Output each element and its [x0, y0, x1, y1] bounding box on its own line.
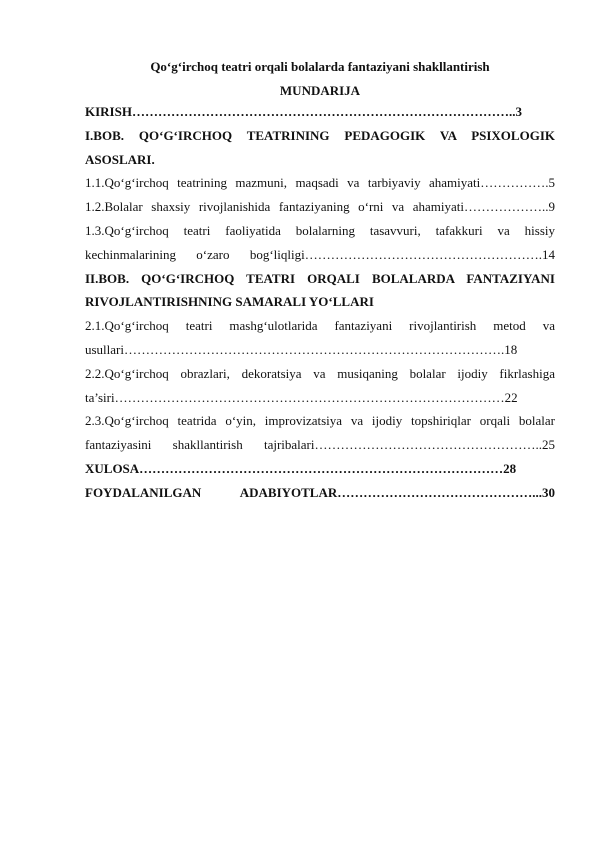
toc-line: ta’siri………………………………………………………………………………22: [85, 389, 518, 405]
toc-line: kechinmalarining o‘zaro bog‘liqligi……………………………………………….14: [85, 246, 555, 262]
table-of-contents: [85, 100, 555, 505]
toc-entry-introduction: [85, 100, 555, 124]
toc-line: 1.1.Qo‘g‘irchoq teatrining mazmuni, maqsadi va tarbiyaviy ahamiyati…………….5: [85, 175, 555, 191]
toc-line: 1.3.Qo‘g‘irchoq teatri faoliyatida bolalarning tasavvuri, tafakkuri va hissiy: [85, 222, 555, 238]
toc-entry-section-1-1: [85, 171, 555, 195]
toc-line: ASOSLARI.: [85, 151, 155, 167]
toc-entry-section-1-3: [85, 219, 555, 267]
toc-entry-section-1-2: [85, 195, 555, 219]
toc-entry-references: [85, 481, 555, 505]
toc-line: FOYDALANILGAN ADABIYOTLAR………………………………………...30: [85, 484, 555, 500]
toc-line: fantaziyasini shakllantirish tajribalari……………………………………………..25: [85, 437, 555, 453]
toc-entry-section-2-3: [85, 409, 555, 457]
toc-line: I.BOB. QO‘G‘IRCHOQ TEATRINING PEDAGOGIK VA PSIXOLOGIK: [85, 127, 555, 143]
toc-line: usullari…………………………………………………………………………….18: [85, 341, 518, 357]
toc-line: 2.1.Qo‘g‘irchoq teatri mashg‘ulotlarida fantaziyani rivojlantirish metod va: [85, 318, 555, 334]
contents-heading: MUNDARIJA: [279, 83, 361, 98]
toc-entry-chapter-1: [85, 124, 555, 172]
toc-line: II.BOB. QO‘G‘IRCHOQ TEATRI ORQALI BOLALARDA FANTAZIYANI: [85, 270, 555, 286]
toc-entry-chapter-2: [85, 267, 555, 315]
document-title: Qo‘g‘irchoq teatri orqali bolalarda fantaziyani shakllantirish: [150, 59, 490, 74]
toc-entry-section-2-2: [85, 362, 555, 410]
toc-line: 1.2.Bolalar shaxsiy rivojlanishida fantaziyaning o‘rni va ahamiyati………………..9: [85, 199, 555, 215]
toc-line: 2.2.Qo‘g‘irchoq obrazlari, dekoratsiya va musiqaning bolalar ijodiy fikrlashiga: [85, 365, 555, 381]
toc-line: RIVOJLANTIRISHNING SAMARALI YO‘LLARI: [85, 294, 374, 310]
toc-entry-section-2-1: [85, 314, 555, 362]
toc-line: 2.3.Qo‘g‘irchoq teatrida o‘yin, improvizatsiya va ijodiy topshiriqlar orqali bolalar: [85, 413, 555, 429]
toc-line: XULOSA…………………………………………………………………………28: [85, 460, 517, 476]
toc-entry-conclusion: [85, 457, 555, 481]
toc-line: KIRISH……………………………………………………………………………..3: [85, 104, 522, 119]
